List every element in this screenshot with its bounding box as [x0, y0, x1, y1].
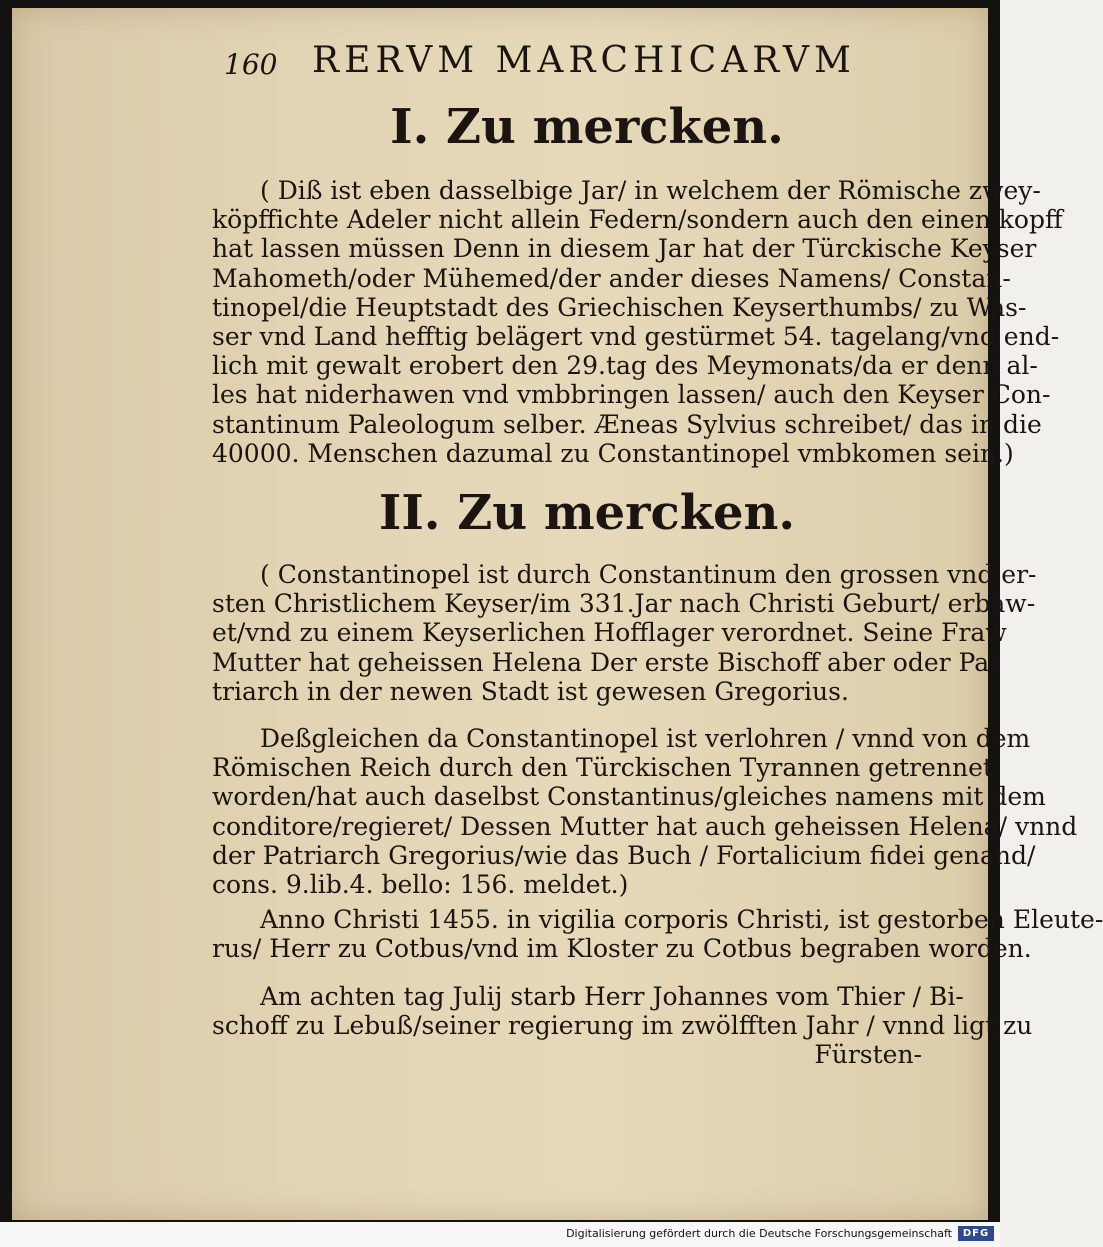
text-line: köpffichte Adeler nicht allein Federn/sondern auch den einen kopff	[212, 205, 1063, 235]
section-heading-1: I. Zu mercken.	[390, 99, 784, 155]
text-line: triarch in der newen Stadt ist gewesen Gregorius.	[212, 676, 849, 706]
text-line: Anno Christi 1455. in vigilia corporis Christi, ist gestorben Eleute-	[260, 905, 1103, 935]
section-2-paragraph-2	[212, 724, 1078, 900]
page-number: 160	[224, 48, 278, 81]
text-line: et/vnd zu einem Keyserlichen Hofflager verordnet. Seine Fraw	[212, 618, 1007, 648]
text-line: Deßgleichen da Constantinopel ist verlohren / vnnd von dem	[260, 724, 1031, 754]
document-page	[12, 8, 1103, 1220]
text-line: schoff zu Lebuß/seiner regierung im zwölfften Jahr / vnnd ligt zu	[212, 1010, 1033, 1040]
text-line: cons. 9.lib.4. bello: 156. meldet.)	[212, 870, 629, 900]
text-line: ( Diß ist eben dasselbige Jar/ in welchem der Römische zwey-	[260, 176, 1041, 205]
text-line: der Patriarch Gregorius/wie das Buch / Fortalicium fidei genand/	[212, 840, 1036, 870]
footer-band	[0, 1222, 1000, 1247]
page-text-block	[212, 38, 1103, 1070]
section-1-paragraph	[212, 176, 1063, 468]
text-line: Mutter hat geheissen Helena Der erste Bischoff aber oder Pa-	[212, 647, 998, 677]
section-heading-2: II. Zu mercken.	[378, 485, 796, 542]
text-line: hat lassen müssen Denn in diesem Jar hat der Türckische Keyser	[212, 234, 1037, 264]
text-line: conditore/regieret/ Dessen Mutter hat auch geheissen Helena/ vnnd	[212, 811, 1078, 841]
text-line: Römischen Reich durch den Türckischen Tyrannen getrennet	[212, 753, 993, 783]
section-2-paragraph-1	[212, 560, 1037, 706]
text-line: lich mit gewalt erobert den 29.tag des Meymonats/da er denn al-	[212, 351, 1038, 381]
text-line: sten Christlichem Keyser/im 331.Jar nach Christi Geburt/ erbaw-	[212, 589, 1036, 619]
dfg-logo-icon: DFG	[958, 1226, 994, 1241]
section-2-paragraph-3	[212, 905, 1103, 964]
catchword: Fürsten-	[814, 1040, 922, 1070]
funding-credit: Digitalisierung gefördert durch die Deutsche Forschungsgemeinschaft	[566, 1227, 952, 1240]
page-header	[212, 38, 922, 90]
text-line: Am achten tag Julij starb Herr Johannes vom Thier / Bi-	[260, 981, 964, 1011]
text-line: rus/ Herr zu Cotbus/vnd im Kloster zu Cotbus begraben worden.	[212, 934, 1032, 964]
text-line: tinopel/die Heuptstadt des Griechischen Keyserthumbs/ zu Was-	[212, 292, 1027, 322]
text-line: Mahometh/oder Mühemed/der ander dieses Namens/ Constan-	[212, 263, 1011, 293]
text-line: les hat niderhawen vnd vmbbringen lassen/ auch den Keyser Con-	[212, 380, 1051, 410]
section-2-paragraph-4	[212, 981, 1033, 1070]
running-title: RERVM MARCHICARVM	[312, 40, 856, 81]
text-line: 40000. Menschen dazumal zu Constantinopel vmbkomen sein.)	[212, 438, 1014, 468]
text-line: stantinum Paleologum selber. Æneas Sylvius schreibet/ das in die	[212, 409, 1042, 439]
text-line: ser vnd Land hefftig belägert vnd gestürmet 54. tagelang/vnd end-	[212, 322, 1060, 352]
text-line: worden/hat auch daselbst Constantinus/gleiches namens mit dem	[212, 782, 1046, 812]
text-line: ( Constantinopel ist durch Constantinum den grossen vnd er-	[260, 560, 1037, 590]
